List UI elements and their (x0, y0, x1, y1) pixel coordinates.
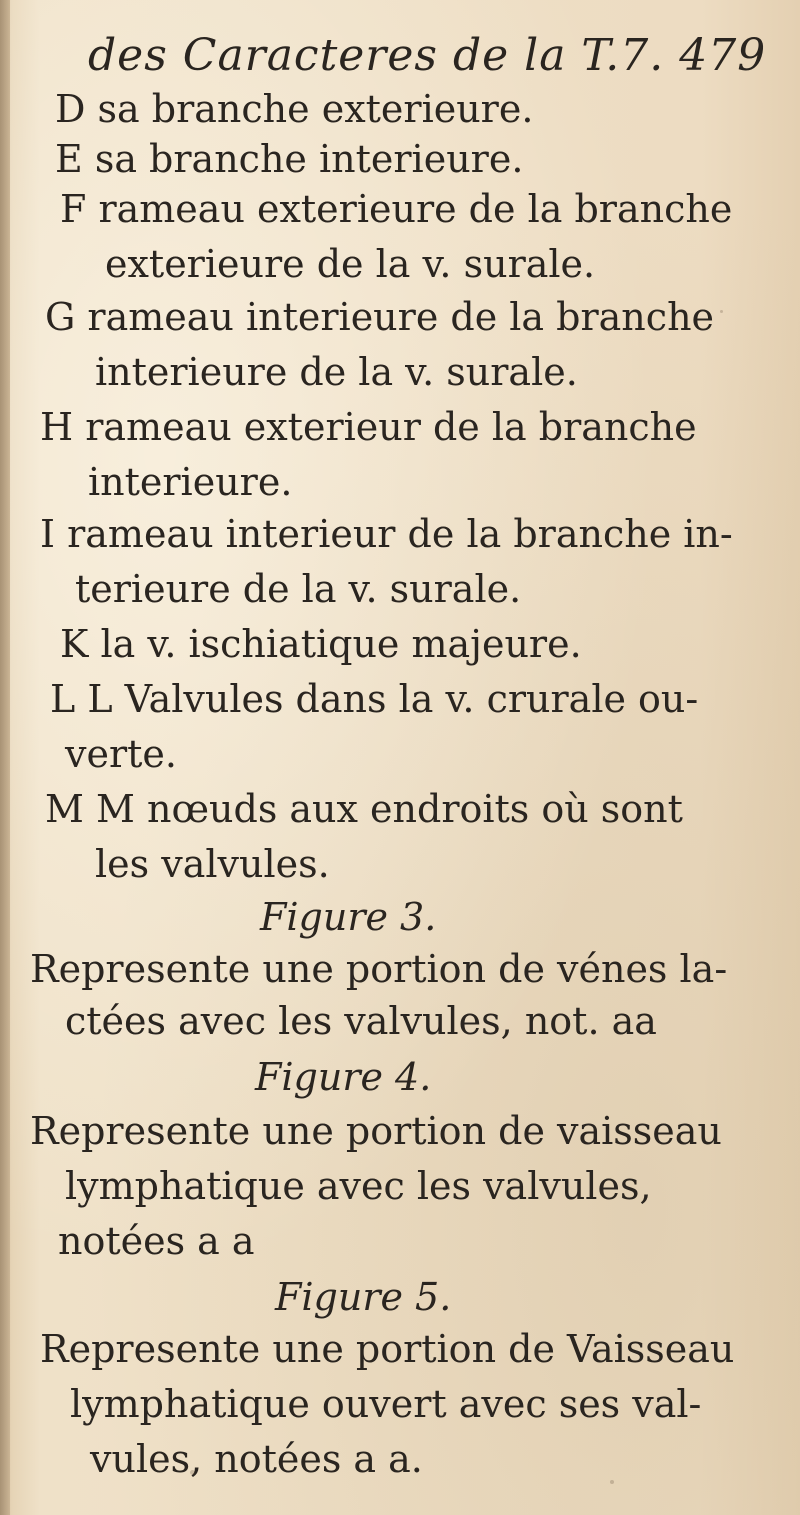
text-line: notées a a (58, 1219, 255, 1263)
paper-speck (610, 1480, 614, 1484)
text-line: interieure de la v. surale. (95, 350, 578, 394)
figure-caption: Figure 5. (275, 1275, 452, 1319)
paper-speck (190, 1470, 195, 1475)
figure-caption: Figure 4. (255, 1055, 432, 1099)
text-line: F rameau exterieure de la branche (60, 187, 733, 231)
paper-speck (720, 310, 723, 313)
page-spine-shadow (0, 0, 10, 1515)
text-line: lymphatique avec les valvules, (65, 1164, 652, 1208)
text-line: vules, notées a a. (90, 1437, 423, 1481)
text-line: Represente une portion de Vaisseau (40, 1327, 735, 1371)
text-line: verte. (65, 732, 177, 776)
text-line: les valvules. (95, 842, 330, 886)
running-header: des Caracteres de la T.7. 479 (88, 30, 767, 81)
text-line: M M nœuds aux endroits où sont (45, 787, 683, 831)
text-line: ctées avec les valvules, not. aa (65, 999, 657, 1043)
text-line: K la v. ischiatique majeure. (60, 622, 582, 666)
text-line: D sa branche exterieure. (55, 87, 534, 131)
text-line: Represente une portion de vaisseau (30, 1109, 722, 1153)
text-line: H rameau exterieur de la branche (40, 405, 697, 449)
text-line: interieure. (88, 460, 293, 504)
text-line: E sa branche interieure. (55, 137, 524, 181)
text-line: G rameau interieure de la branche (45, 295, 715, 339)
figure-caption: Figure 3. (260, 895, 437, 939)
text-line: I rameau interieur de la branche in- (40, 512, 733, 556)
text-line: exterieure de la v. surale. (105, 242, 596, 286)
text-line: L L Valvules dans la v. crurale ou- (50, 677, 699, 721)
text-line: terieure de la v. surale. (75, 567, 522, 611)
text-line: lymphatique ouvert avec ses val- (70, 1382, 702, 1426)
text-line: Represente une portion de vénes la- (30, 947, 728, 991)
